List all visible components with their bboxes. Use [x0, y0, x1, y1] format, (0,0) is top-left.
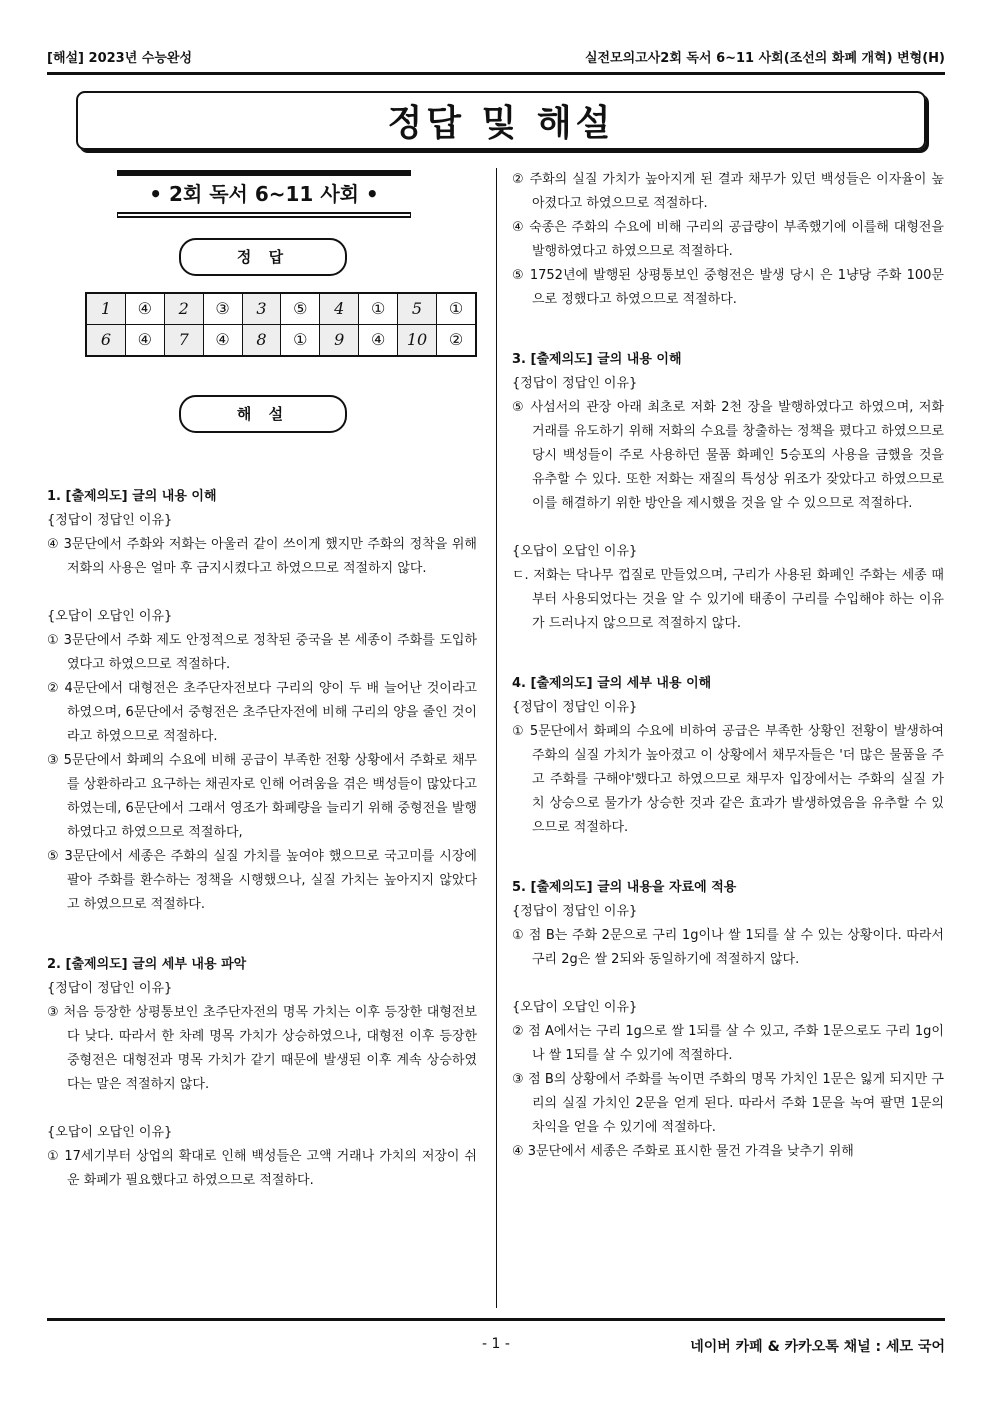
answer-number: 9: [320, 325, 359, 357]
answer-number: 6: [86, 325, 125, 357]
spacer: [512, 660, 944, 672]
explanation-item: ① 17세기부터 상업의 확대로 인해 백성들은 고액 거래나 가치의 저장이 쉬운 화폐가 필요했다고 하였으므로 적절하다.: [47, 1149, 477, 1188]
explanation-label: 해 설: [179, 395, 347, 433]
spacer: [512, 312, 944, 336]
question-heading: 4. [출제의도] 글의 세부 내용 이해: [512, 676, 712, 691]
explanation-item: ① 3문단에서 주화 제도 안정적으로 정착된 중국을 본 세종이 주화를 도입하였다고 하였으므로 적절하다.: [47, 633, 477, 672]
explanation-item: ⑤ 1752년에 발행된 상평통보인 중형전은 발생 당시 은 1냥당 주화 100문으로 정했다고 하였으므로 적절하다.: [512, 268, 944, 307]
spacer: [47, 917, 477, 941]
reason-label: {정답이 정답인 이유}: [512, 904, 638, 919]
reason-label: {오답이 오답인 이유}: [512, 1000, 638, 1015]
answer-row: [86, 325, 476, 357]
question-heading: 5. [출제의도] 글의 내용을 자료에 적용: [512, 880, 737, 895]
spacer: [512, 864, 944, 876]
answer-choice: ①: [436, 293, 476, 325]
reason-label: {오답이 오답인 이유}: [512, 544, 638, 559]
reason-label: {정답이 정답인 이유}: [47, 981, 173, 996]
answer-choice: ④: [125, 325, 164, 357]
spacer: [512, 336, 944, 348]
page-number: - 1 -: [482, 1336, 510, 1352]
answer-number: 3: [242, 293, 281, 325]
explanation-item: ③ 처음 등장한 상평통보인 초주단자전의 명목 가치는 이후 등장한 대형전보다 낮다. 따라서 한 차례 명목 가치가 상승하였으나, 대형전 이후 등장한 중형전은 대형전과 명목 가치가 같기 때문에 발생된 이후 계속 상승하였다는 말은 적절하지 않다.: [47, 1005, 477, 1092]
footer-channel: 네이버 카페 & 카카오톡 채널 : 세모 국어: [690, 1339, 945, 1355]
answer-number: 7: [164, 325, 203, 357]
column-divider: [496, 168, 497, 1308]
answer-row: [86, 293, 476, 325]
explanation-item: ④ 3문단에서 세종은 주화로 표시한 물건 가격을 낮추기 위해: [512, 1144, 854, 1159]
explanation-item: ④ 3문단에서 주화와 저화는 아울러 같이 쓰이게 했지만 주화의 정착을 위해 저화의 사용은 얼마 후 금지시켰다고 하였으므로 적절하지 않다.: [47, 537, 477, 576]
spacer: [512, 636, 944, 660]
reason-label: {오답이 오답인 이유}: [47, 1125, 173, 1140]
answer-choice: ④: [125, 293, 164, 325]
explanation-item: ⑤ 사섬서의 관장 아래 최초로 저화 2천 장을 발행하였다고 하였으며, 저화 거래를 유도하기 위해 저화의 수요를 창출하는 정책을 폈다고 하였으므로 당시 백성들이 주로 사용하던 물품 화폐인 5승포의 사용을 금했을 것을 유추할 수 있다. 또한 저화는 재질의 특성상 위조가 잦았다고 하였으므로 이를 해결하기 위한 방안을 제시했을 것을 알 수 있으므로 적절하다.: [512, 400, 944, 511]
answer-choice: ①: [281, 325, 320, 357]
question-heading: 1. [출제의도] 글의 내용 이해: [47, 489, 217, 504]
explanation-item: ㄷ. 저화는 닥나무 껍질로 만들었으며, 구리가 사용된 화폐인 주화는 세종 때부터 사용되었다는 것을 알 수 있기에 태종이 구리를 수입해야 하는 이유가 드러나지 않으므로 적절하지 않다.: [512, 568, 944, 631]
right-column: [512, 168, 944, 1164]
right-explanations: [512, 168, 944, 1164]
reason-label: {정답이 정답인 이유}: [47, 513, 173, 528]
round-title: • 2회 독서 6~11 사회 •: [117, 174, 411, 214]
answer-number: 4: [320, 293, 359, 325]
spacer: [47, 1097, 477, 1121]
spacer: [512, 972, 944, 996]
spacer: [512, 516, 944, 540]
explanation-item: ① 5문단에서 화폐의 수요에 비하여 공급은 부족한 상황인 전황이 발생하여 주화의 실질 가치가 높아졌고 이 상황에서 채무자들은 '더 많은 물품을 주고 주화를 구해야'했다고 하였으므로 채무자 입장에서는 주화의 실질 가치 상승으로 물가가 상승한 것과 같은 효과가 발생하였음을 유추할 수 있으므로 적절하다.: [512, 724, 944, 835]
reason-label: {오답이 오답인 이유}: [47, 609, 173, 624]
explanation-item: ② 주화의 실질 가치가 높아지게 된 결과 채무가 있던 백성들은 이자율이 높아졌다고 하였으므로 적절하다.: [512, 172, 944, 211]
question-heading: 3. [출제의도] 글의 내용 이해: [512, 352, 682, 367]
explanation-item: ② 점 A에서는 구리 1g으로 쌀 1되를 살 수 있고, 주화 1문으로도 구리 1g이나 쌀 1되를 살 수 있기에 적절하다.: [512, 1024, 944, 1063]
answer-label: 정 답: [179, 238, 347, 276]
question-heading: 2. [출제의도] 글의 세부 내용 파악: [47, 957, 247, 972]
answer-number: 10: [398, 325, 437, 357]
reason-label: {정답이 정답인 이유}: [512, 700, 638, 715]
answer-number: 5: [398, 293, 437, 325]
explanation-item: ③ 5문단에서 화폐의 수요에 비해 공급이 부족한 전황 상황에서 주화로 채무를 상환하라고 요구하는 채권자로 인해 어려움을 겪은 백성들이 많았다고 하였는데, 6문단에서 그래서 영조가 화폐량을 늘리기 위해 중형전을 발행하였다고 하였으므로 적절하다,: [47, 753, 477, 840]
answer-choice: ⑤: [281, 293, 320, 325]
answer-choice: ①: [359, 293, 398, 325]
explanation-item: ① 점 B는 주화 2문으로 구리 1g이나 쌀 1되를 살 수 있는 상황이다. 따라서 구리 2g은 쌀 2되와 동일하기에 적절하지 않다.: [512, 928, 944, 967]
spacer: [47, 941, 477, 953]
answer-number: 2: [164, 293, 203, 325]
footer-rule: [47, 1318, 945, 1321]
reason-label: {정답이 정답인 이유}: [512, 376, 638, 391]
left-column: [47, 168, 477, 1193]
header-right: 실전모의고사2회 독서 6~11 사회(조선의 화폐 개혁) 변형(H): [584, 51, 945, 66]
header-rule: [47, 72, 945, 75]
explanation-item: ⑤ 3문단에서 세종은 주화의 실질 가치를 높여야 했으므로 국고미를 시장에 팔아 주화를 환수하는 정책을 시행했으나, 실질 가치는 높아지지 않았다고 하였으므로 적절하다.: [47, 849, 477, 912]
spacer: [47, 581, 477, 605]
page-title: 정답 및 해설: [76, 91, 926, 150]
explanation-item: ③ 점 B의 상황에서 주화를 녹이면 주화의 명목 가치인 1문은 잃게 되지만 구리의 실질 가치인 2문을 얻게 된다. 따라서 주화 1문을 녹여 팔면 1문의 차익을 얻을 수 있기에 적절하다.: [512, 1072, 944, 1135]
answer-choice: ③: [203, 293, 242, 325]
answer-choice: ②: [436, 325, 476, 357]
explanation-item: ④ 숙종은 주화의 수요에 비해 구리의 공급량이 부족했기에 이를해 대형전을 발행하였다고 하였으므로 적절하다.: [512, 220, 944, 259]
answer-number: 8: [242, 325, 281, 357]
answer-choice: ④: [359, 325, 398, 357]
header-left: [해설] 2023년 수능완성: [47, 51, 193, 66]
answer-choice: ④: [203, 325, 242, 357]
explanation-item: ② 4문단에서 대형전은 초주단자전보다 구리의 양이 두 배 늘어난 것이라고 하였으며, 6문단에서 중형전은 초주단자전에 비해 구리의 양을 줄인 것이라고 하였으므로 적절하다.: [47, 681, 477, 744]
answer-table: [85, 292, 477, 357]
left-explanations: [47, 485, 477, 1193]
spacer: [512, 840, 944, 864]
answer-number: 1: [86, 293, 125, 325]
